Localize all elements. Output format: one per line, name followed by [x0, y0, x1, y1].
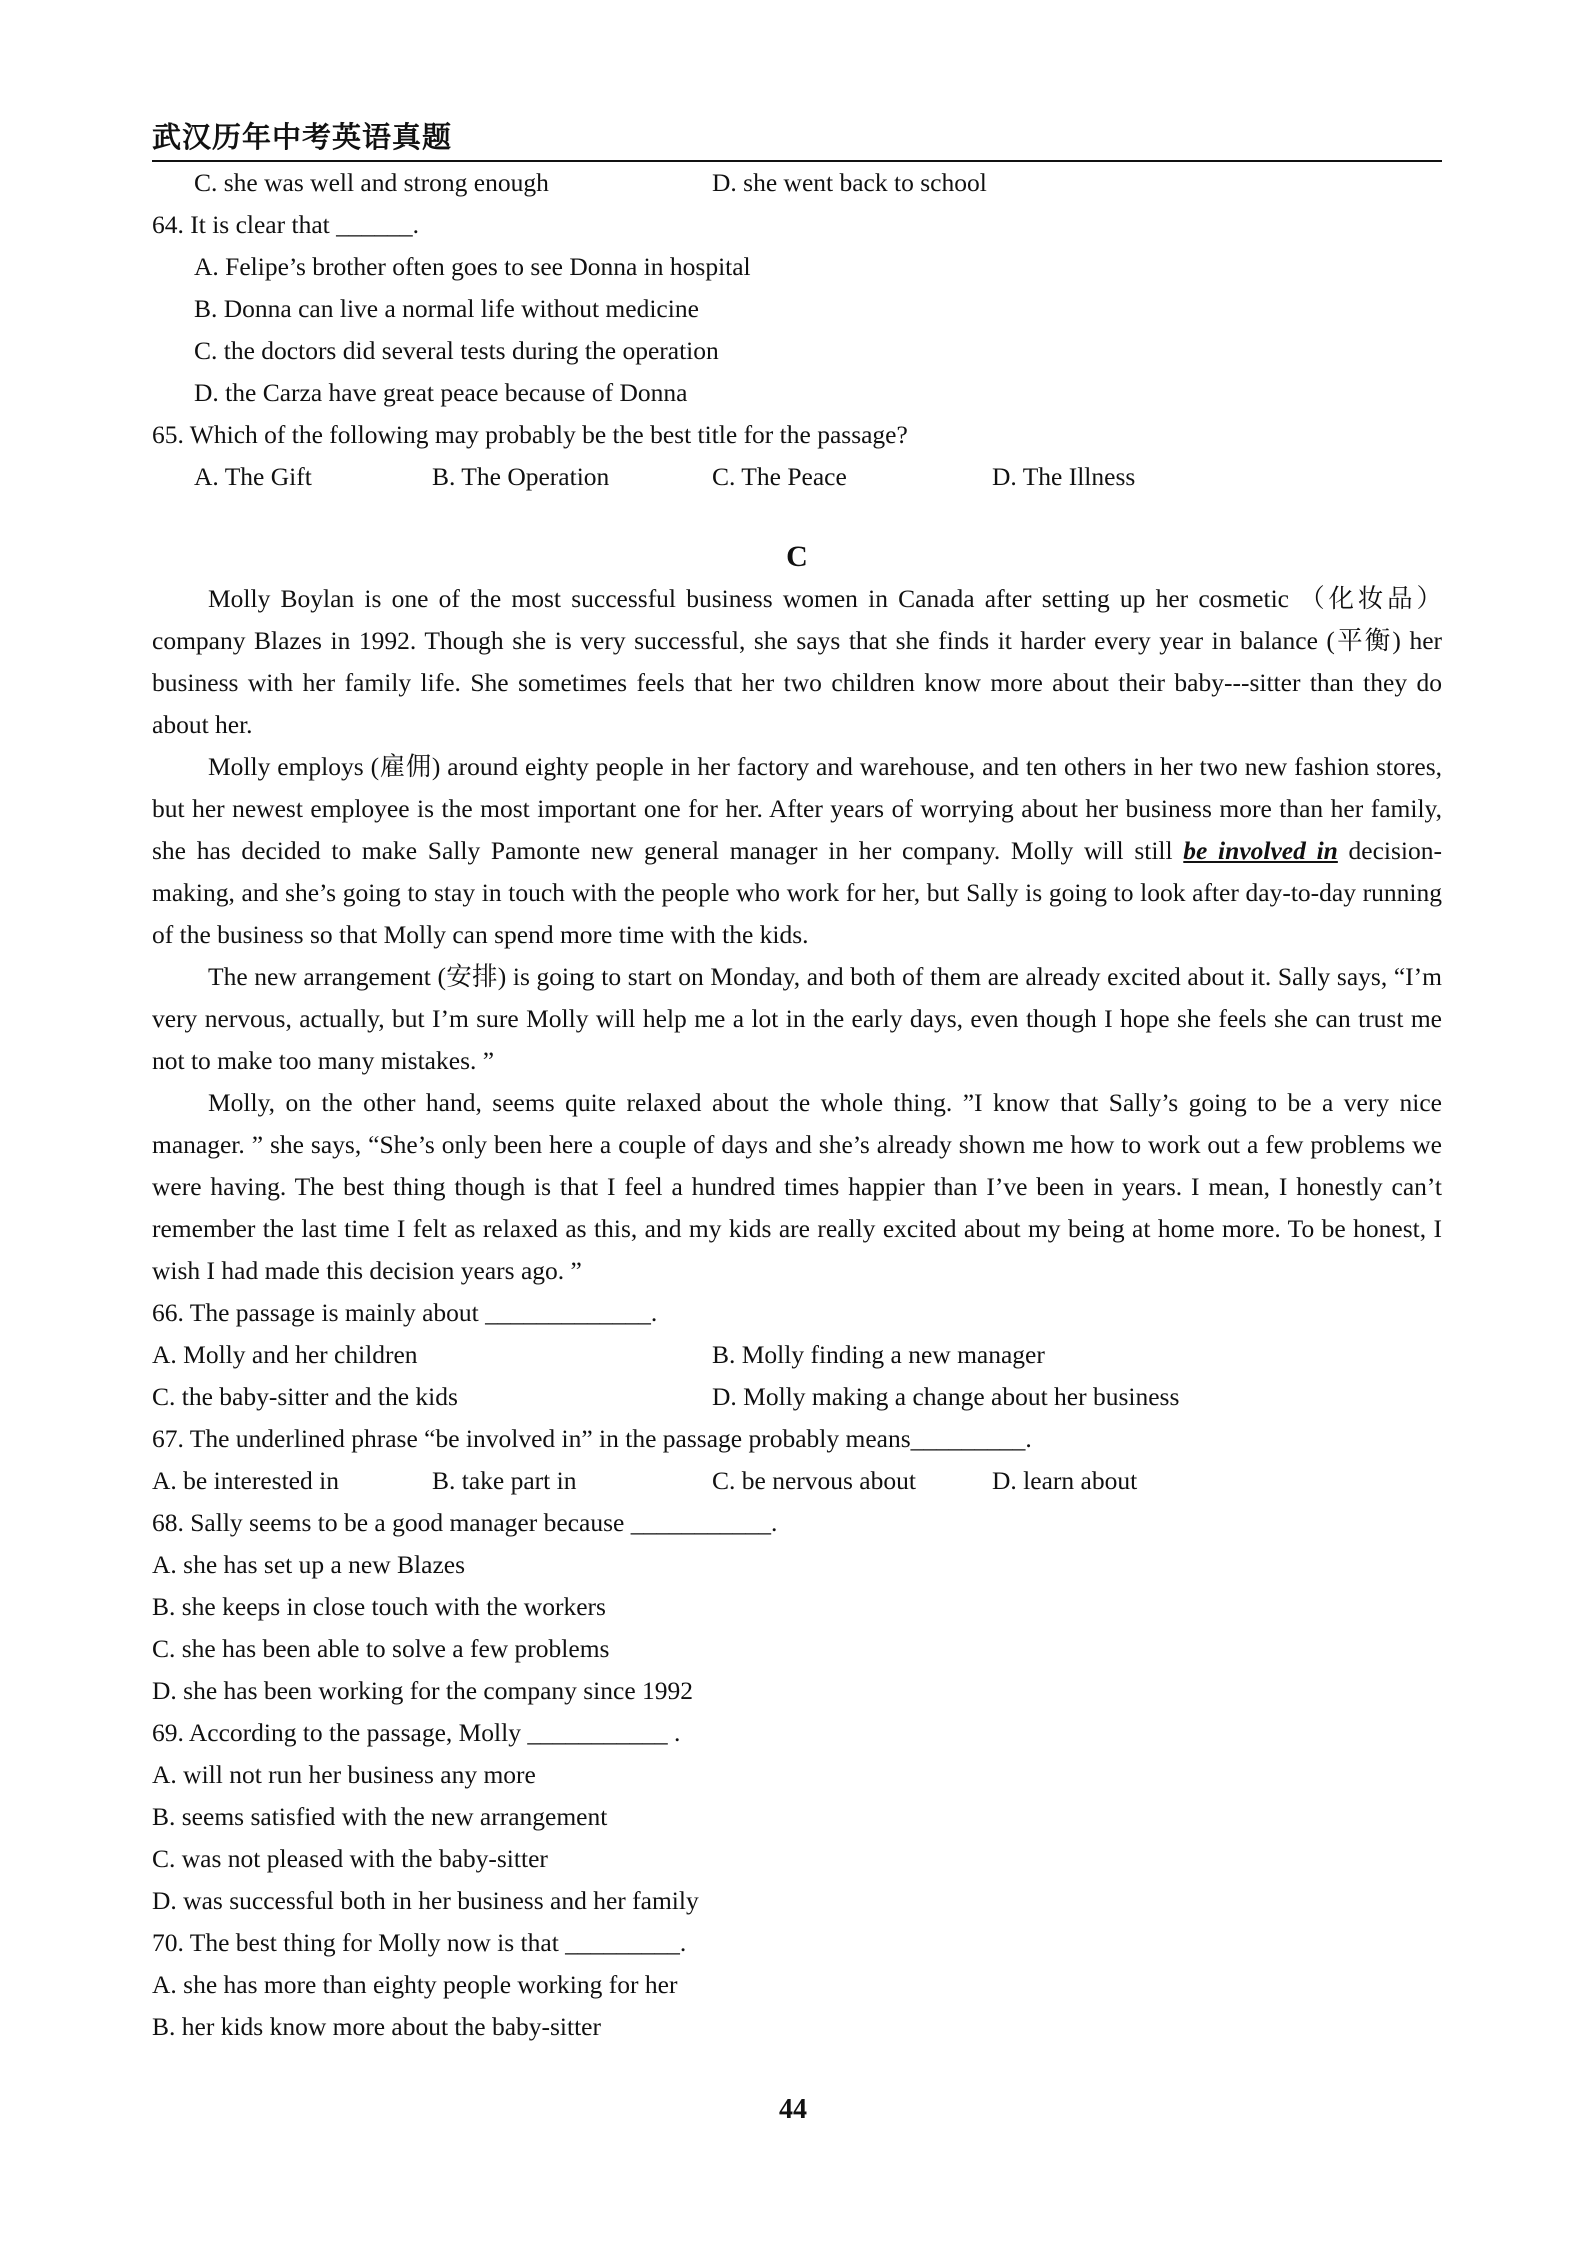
q64-option-c: C. the doctors did several tests during the operation [194, 336, 719, 365]
q70-option-b: B. her kids know more about the baby-sitter [152, 2012, 601, 2041]
passage-paragraph-4: Molly, on the other hand, seems quite relaxed about the whole thing. ”I know that Sally’s going to be a very nice manager. ” she says, “She’s only been here a couple of days and she’s already shown me how to work out a few problems we were having. The best thing though is that I feel a hundred times happier than I’ve been in years. I mean, I honestly can’t remember the last time I felt as relaxed as this, and my kids are really excited about my being at home more. To be honest, I wish I had made this decision years ago. ” [152, 1088, 1442, 1285]
q68-blank: ___________ [630, 1508, 771, 1537]
q67-blank: _________ [910, 1424, 1026, 1453]
q69-stem-text: 69. According to the passage, Molly [152, 1718, 528, 1747]
q64-option-d: D. the Carza have great peace because of Donna [194, 378, 688, 407]
q65-options [152, 456, 1442, 498]
q68-option-a: A. she has set up a new Blazes [152, 1550, 465, 1579]
passage-paragraph-2-start: Molly employs (雇佣) around eighty people in her factory and warehouse, and ten others in her two new fashion stores, but her newest employee is the most important one for her. After years of worrying about her business more than her family, she has decided to make Sally Pamonte new general manager in her company. Molly will still [152, 752, 1442, 865]
q70-stem [152, 1922, 1442, 1964]
passage-paragraph-3: The new arrangement (安排) is going to start on Monday, and both of them are already excited about it. Sally says, “I’m very nervous, actually, but I’m sure Molly will help me a lot in the early days, even though I hope she feels she can trust me not to make too many mistakes. ” [152, 962, 1442, 1075]
q64-stem-text: 64. It is clear that [152, 210, 337, 239]
q66-options-cd [152, 1376, 1442, 1418]
q64-blank: ______ [336, 210, 413, 239]
q63-option-c: C. she was well and strong enough [194, 168, 549, 197]
q67-option-d: D. learn about [992, 1466, 1138, 1495]
section-heading-c: C [786, 540, 808, 573]
q68-option-d: D. she has been working for the company since 1992 [152, 1676, 694, 1705]
q66-stem-text: 66. The passage is mainly about [152, 1298, 486, 1327]
q69-blank: ___________ [527, 1718, 668, 1747]
q65-option-a: A. The Gift [194, 462, 312, 491]
q67-option-b: B. take part in [432, 1466, 577, 1495]
q69-stem [152, 1712, 1442, 1754]
q68-stem [152, 1502, 1442, 1544]
q68-option-b: B. she keeps in close touch with the workers [152, 1592, 606, 1621]
q64-stem [152, 204, 1442, 246]
q66-option-c: C. the baby-sitter and the kids [152, 1382, 458, 1411]
q63-options-cd [152, 162, 1442, 204]
page-number: 44 [779, 2094, 807, 2125]
q66-option-b: B. Molly finding a new manager [712, 1340, 1045, 1369]
q68-stem-end: . [770, 1508, 778, 1537]
q67-stem-text: 67. The underlined phrase “be involved in” in the passage probably means [152, 1424, 911, 1453]
exam-page [152, 110, 1442, 2048]
q69-option-b: B. seems satisfied with the new arrangement [152, 1802, 608, 1831]
passage-paragraph-2 [152, 746, 1442, 956]
passage-paragraph-2-end: decision- making, and she’s going to stay in touch with the people who work for her, but Sally is going to look after day-to-day running of the business so that Molly can spend more time with the kids. [152, 836, 1443, 949]
q67-options [152, 1460, 1442, 1502]
q65-stem: 65. Which of the following may probably be the best title for the passage? [152, 420, 908, 449]
q65-option-c: C. The Peace [712, 462, 847, 491]
q66-blank: _____________ [485, 1298, 651, 1327]
q66-options-ab [152, 1334, 1442, 1376]
q67-option-c: C. be nervous about [712, 1466, 916, 1495]
q69-option-d: D. was successful both in her business and her family [152, 1886, 699, 1915]
q70-option-a: A. she has more than eighty people working for her [152, 1970, 678, 1999]
q66-stem-end: . [650, 1298, 658, 1327]
q66-option-a: A. Molly and her children [152, 1340, 418, 1369]
q67-option-a: A. be interested in [152, 1466, 339, 1495]
q65-option-b: B. The Operation [432, 462, 610, 491]
underlined-phrase: be involved in [1183, 836, 1338, 865]
q64-stem-end: . [412, 210, 419, 239]
q70-blank: _________ [565, 1928, 680, 1957]
q64-option-b: B. Donna can live a normal life without medicine [194, 294, 699, 323]
q63-option-d: D. she went back to school [712, 168, 987, 197]
q68-option-c: C. she has been able to solve a few problems [152, 1634, 610, 1663]
q70-stem-end: . [679, 1928, 687, 1957]
passage-paragraph-1: Molly Boylan is one of the most successful business women in Canada after setting up her cosmetic （化妆品） company Blazes in 1992. Though she is very successful, she says that she finds it harder every year in balance (平衡) her business with her family life. She sometimes feels that her two children know more about their baby---sitter than they do about her. [152, 584, 1442, 739]
q65-option-d: D. The Illness [992, 462, 1136, 491]
q66-stem [152, 1292, 1442, 1334]
q67-stem [152, 1418, 1442, 1460]
page-header [152, 110, 1442, 162]
q69-option-c: C. was not pleased with the baby-sitter [152, 1844, 548, 1873]
q69-stem-end: . [667, 1718, 681, 1747]
q68-stem-text: 68. Sally seems to be a good manager because [152, 1508, 631, 1537]
q67-stem-end: . [1025, 1424, 1032, 1453]
q69-option-a: A. will not run her business any more [152, 1760, 536, 1789]
header-title: 武汉历年中考英语真题 [152, 120, 453, 154]
q64-option-a: A. Felipe’s brother often goes to see Donna in hospital [194, 252, 751, 281]
q66-option-d: D. Molly making a change about her business [712, 1382, 1180, 1411]
q70-stem-text: 70. The best thing for Molly now is that [152, 1928, 566, 1957]
